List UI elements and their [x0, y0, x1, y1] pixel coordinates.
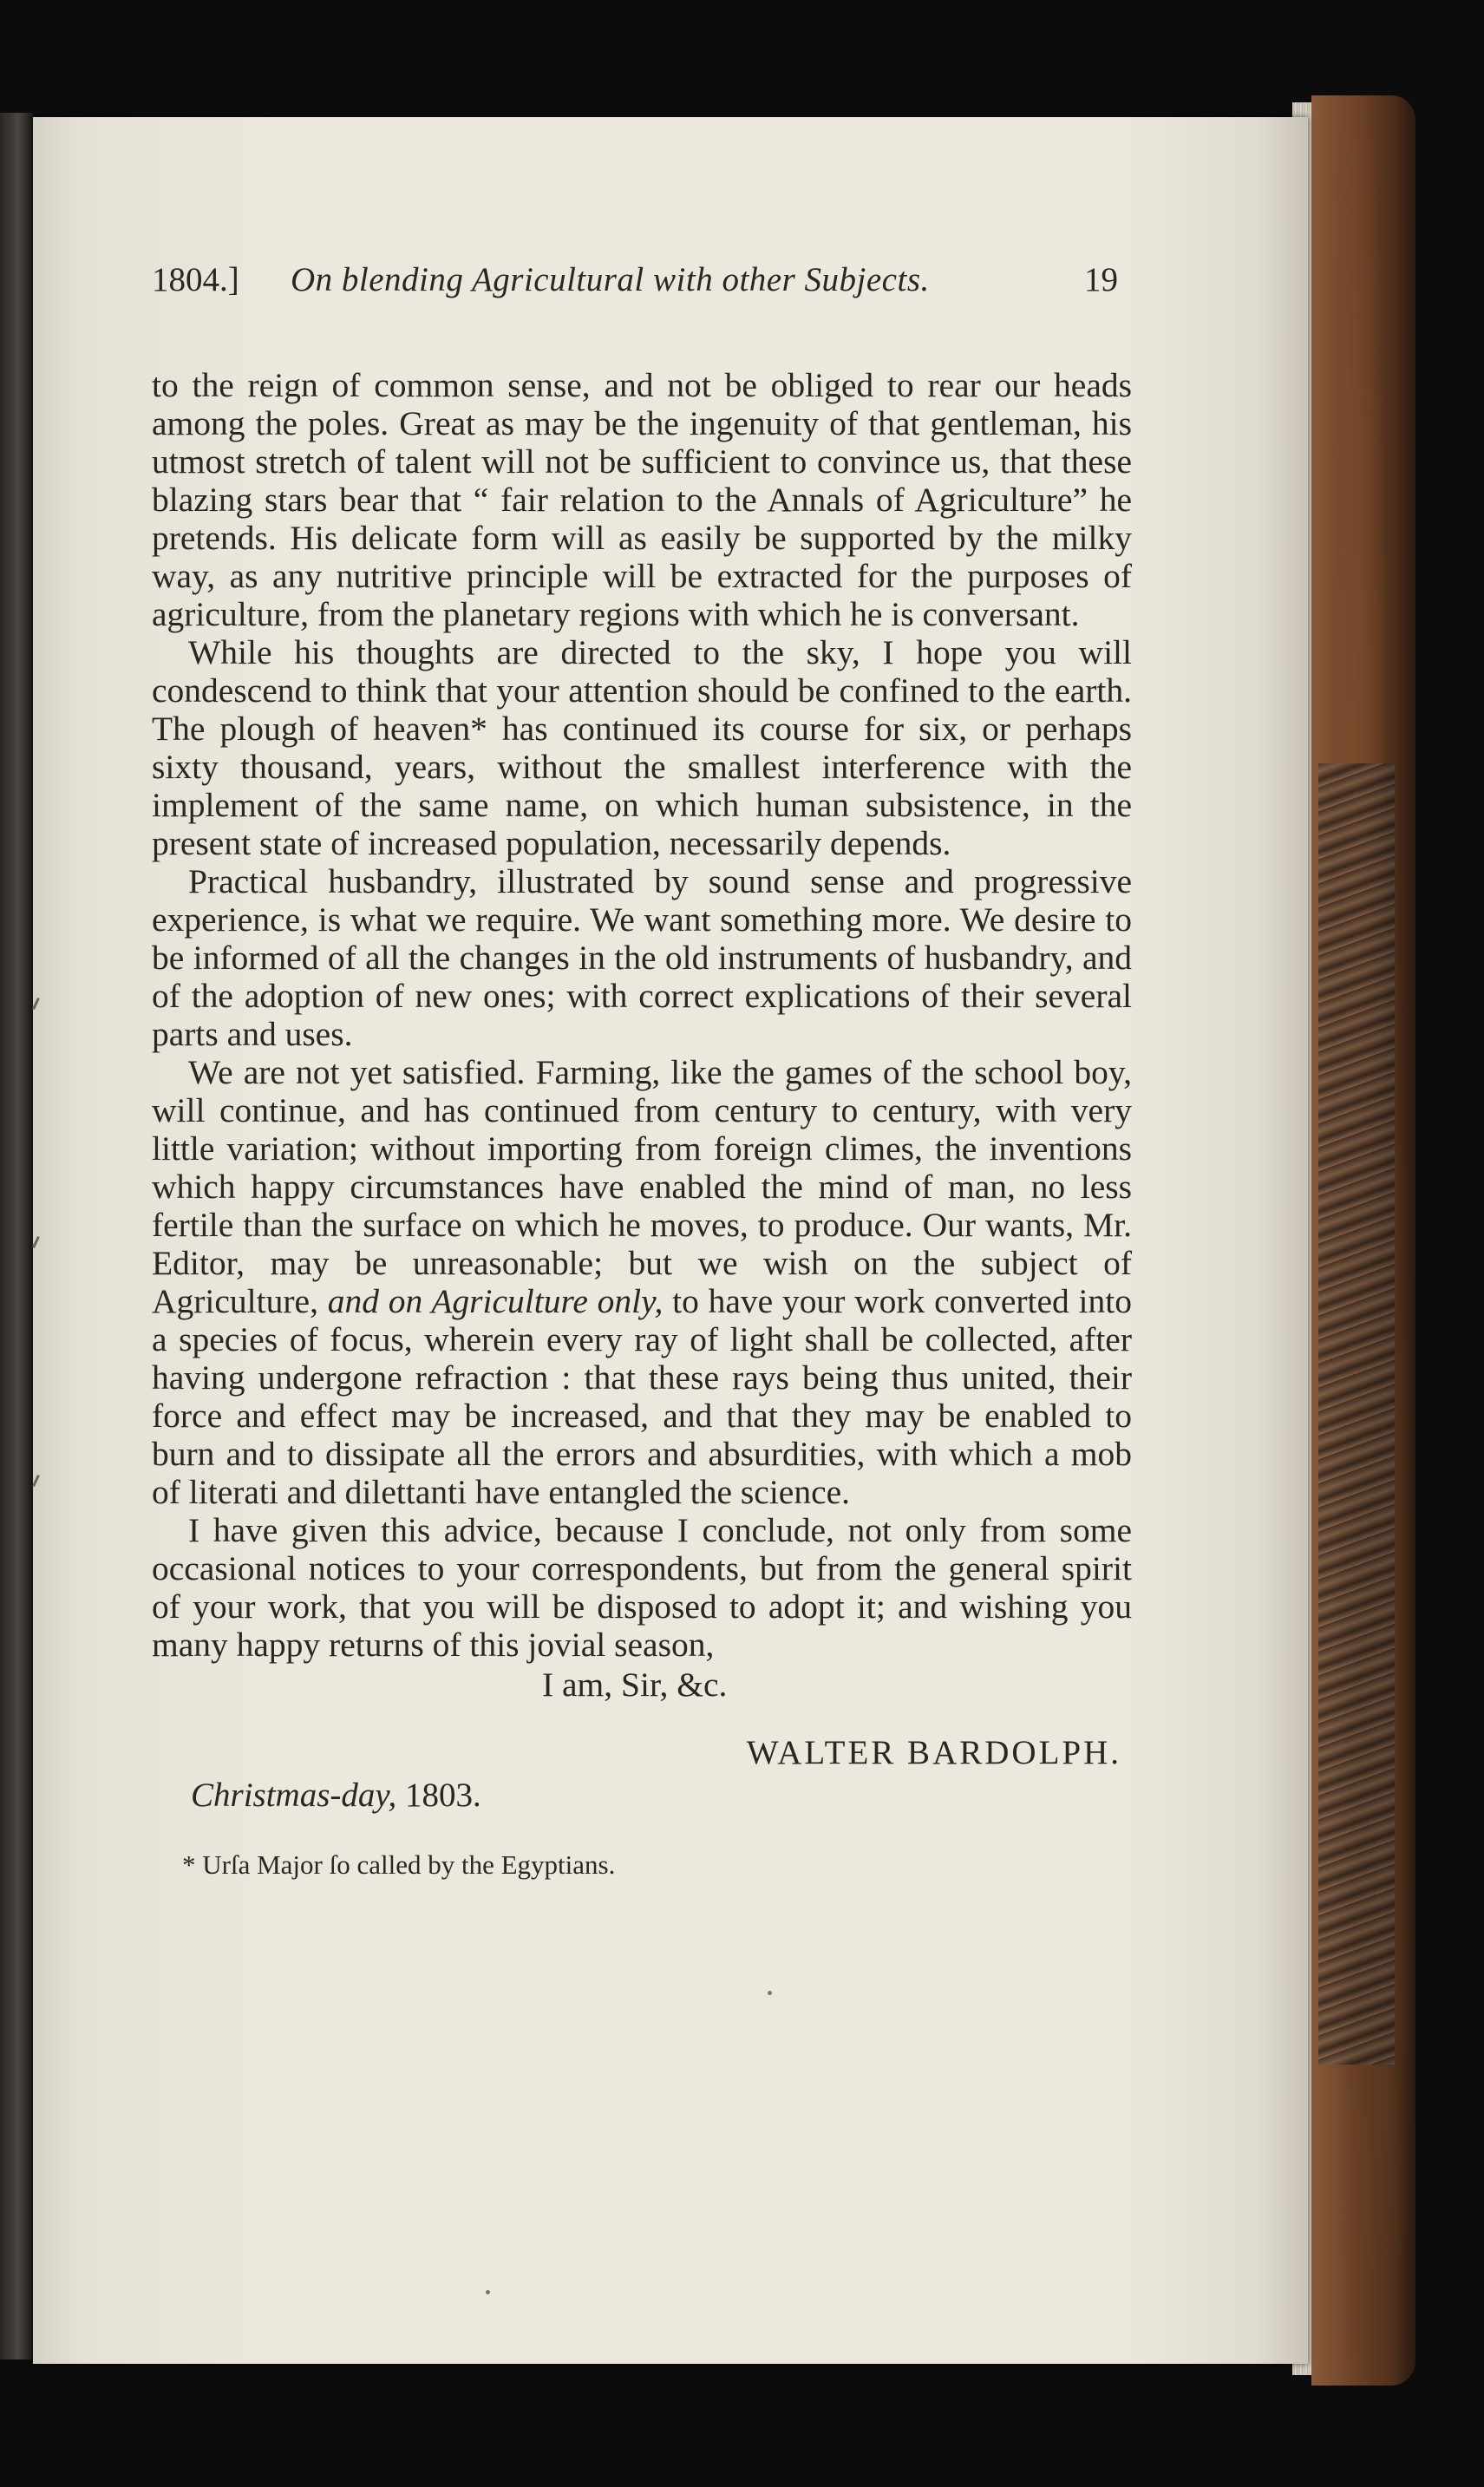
paragraph-5: I have given this advice, because I conclude, not only from some occasional notices to your correspondents, but from the general spirit of your work, that you will be disposed to adopt it; and wishing you many happy returns of this jovial season, [152, 1511, 1132, 1664]
paragraph-3: Practical husbandry, illustrated by sound sense and progressive experience, is what we require. We want something more. We desire to be informed of all the changes in the old instruments of husbandry, and of the adoption of new ones; with correct explications of their several parts and uses. [152, 862, 1132, 1053]
paragraph-4 [152, 1053, 1132, 1511]
signature: WALTER BARDOLPH. [746, 1734, 1121, 1771]
marbled-endpaper [1318, 763, 1395, 2065]
paragraph-4-continued: to have your work converted into a species of focus, wherein every ray of light shall be collected, after having undergone refraction : that these rays being thus united, their force and effect may be increased, and that they may be enabled to burn and to dissipate all the errors and absurdities, with which a mob of literati and dilettanti have entangled the science. [152, 1282, 1133, 1511]
dateline [191, 1776, 1132, 1815]
letter-body [152, 366, 1132, 1664]
page-content [152, 260, 1132, 1881]
speck [486, 2290, 490, 2294]
dateline-year: 1803. [405, 1777, 481, 1814]
dateline-place: Christmas-day, [191, 1777, 397, 1814]
header-title: On blending Agricultural with other Subjects. [291, 261, 930, 298]
page-number: 19 [1084, 261, 1118, 298]
paragraph-4-text: We are not yet satisfied. Farming, like the games of the school boy, will continue, and has continued from century to century, with very little variation; without importing from foreign climes, the inventions which happy circumstances have enabled the mind of man, no less fertile than the surface on which he moves, to produce. Our wants, Mr. Editor, may be unreasonable; but we wish on the subject of Agriculture, [152, 1053, 1132, 1320]
footnote: * Urſa Major ſo called by the Egyptians. [182, 1849, 616, 1880]
italic-phrase: and on Agriculture only, [327, 1282, 664, 1320]
previous-page-edge [0, 113, 33, 2359]
speck [768, 1991, 772, 1995]
closing-salutation: I am, Sir, &c. [542, 1666, 728, 1704]
header-year: 1804.] [152, 261, 239, 298]
paragraph-1: to the reign of common sense, and not be obliged to rear our heads among the poles. Great as may be the ingenuity of that gentleman, his utmost stretch of talent will not be sufficient to convince us, that these blazing stars bear that “ fair relation to the Annals of Agriculture” he pretends. His delicate form will as easily be supported by the milky way, as any nutritive principle will be extracted for the purposes of agriculture, from the planetary regions with which he is conversant. [152, 366, 1132, 633]
running-header [152, 260, 1132, 312]
paragraph-2: While his thoughts are directed to the sky, I hope you will condescend to think that your attention should be confined to the earth. The plough of heaven* has continued its course for six, or perhaps sixty thousand, years, without the smallest interference with the implement of the same name, on which human subsistence, in the present state of increased population, necessarily depends. [152, 633, 1132, 862]
